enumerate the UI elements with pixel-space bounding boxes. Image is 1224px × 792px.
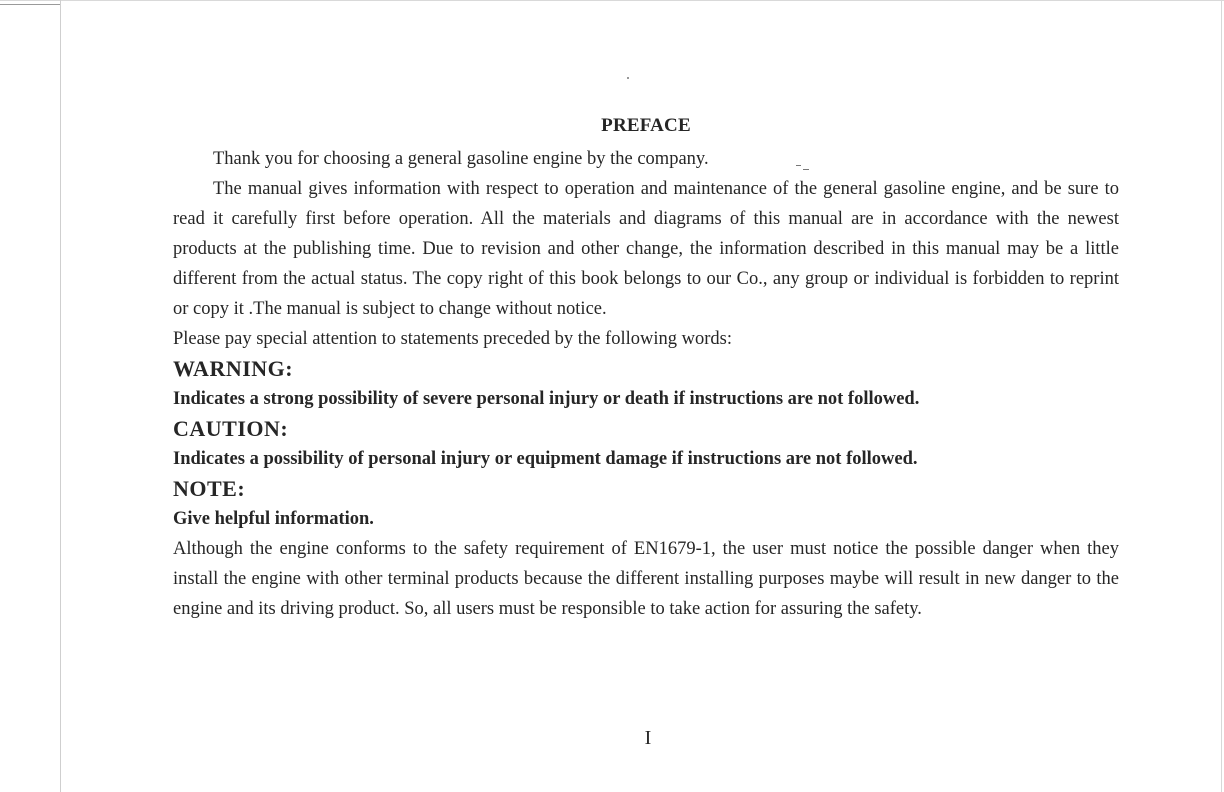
warning-section <box>173 354 1119 414</box>
safety-paragraph: Although the engine conforms to the safety requirement of EN1679-1, the user must notice the possible danger when they install the engine with other terminal products because the different installing purposes maybe will result in new danger to the engine and its driving product. So, all users must be responsible to take action for assuring the safety. <box>173 539 1119 619</box>
caution-label: CAUTION: <box>173 416 289 441</box>
note-text: Give helpful information. <box>173 509 374 529</box>
note-label: NOTE: <box>173 476 246 501</box>
page-title: PREFACE <box>601 115 691 136</box>
page-number: I <box>644 727 652 749</box>
manual-paragraph: The manual gives information with respect to operation and maintenance of the general gasoline engine, and be sure to read it carefully first before operation. All the materials and diagrams of this manual are in accordance with the newest products at the publishing time. Due to revision and other change, the information described in this manual may be a little different from the actual status. The copy right of this book belongs to our Co., any group or individual is forbidden to reprint or copy it .The manual is subject to change without notice. <box>173 179 1119 319</box>
intro-paragraph: Thank you for choosing a general gasoline engine by the company. <box>213 149 709 169</box>
caution-text: Indicates a possibility of personal injury or equipment damage if instructions are not followed. <box>173 449 918 469</box>
warning-label: WARNING: <box>173 356 294 381</box>
scan-edge-left <box>60 0 61 792</box>
scan-edge-top <box>0 0 1224 1</box>
attention-paragraph: Please pay special attention to statements preceded by the following words: <box>173 329 732 349</box>
scan-edge-right <box>1221 0 1222 792</box>
warning-text: Indicates a strong possibility of severe personal injury or death if instructions are not followed. <box>173 389 920 409</box>
preface-page <box>173 114 1119 624</box>
note-section <box>173 474 1119 534</box>
scan-corner-mark <box>0 4 60 5</box>
caution-section <box>173 414 1119 474</box>
scan-speck <box>627 77 629 79</box>
